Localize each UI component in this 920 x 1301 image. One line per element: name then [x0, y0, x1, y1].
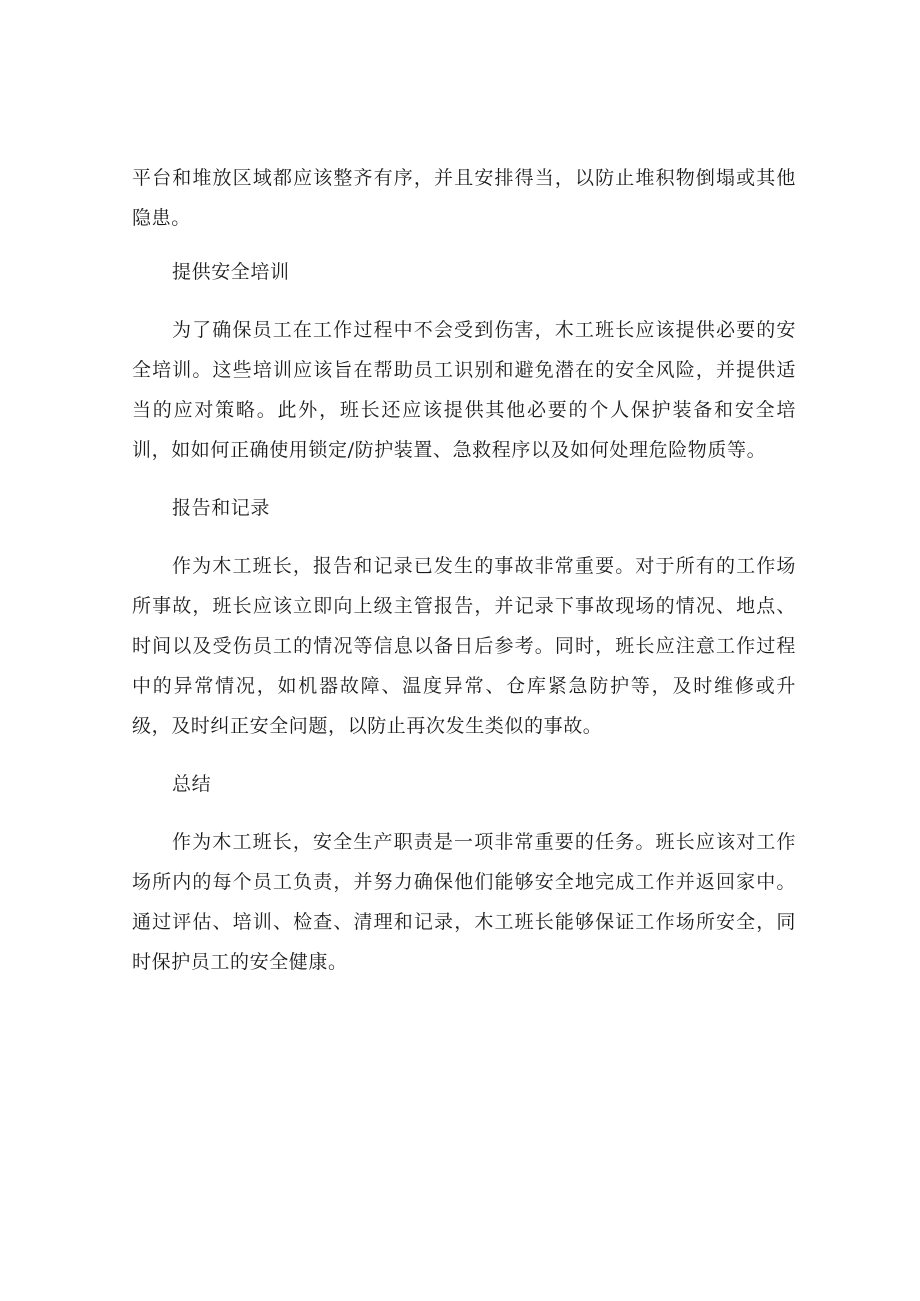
paragraph-safety-training: 为了确保员工在工作过程中不会受到伤害，木工班长应该提供必要的安全培训。这些培训应该旨在帮助员工识别和避免潜在的安全风险，并提供适当的应对策略。此外，班长还应该提供其他必要的个人保护装备和安全培训，如如何正确使用锁定/防护装置、急救程序以及如何处理危险物质等。	[132, 319, 796, 461]
paragraph-summary: 作为木工班长，安全生产职责是一项非常重要的任务。班长应该对工作场所内的每个员工负责，并努力确保他们能够安全地完成工作并返回家中。通过评估、培训、检查、清理和记录，木工班长能够保证工作场所安全，同时保护员工的安全健康。	[132, 831, 796, 973]
section-heading-report-record: 报告和记录	[172, 497, 271, 519]
section-heading-safety-training: 提供安全培训	[172, 261, 290, 283]
paragraph-report-record: 作为木工班长，报告和记录已发生的事故非常重要。对于所有的工作场所事故，班长应该立即向上级主管报告，并记录下事故现场的情况、地点、时间以及受伤员工的情况等信息以备日后参考。同时，班长应注意工作过程中的异常情况，如机器故障、温度异常、仓库紧急防护等，及时维修或升级，及时纠正安全问题，以防止再次发生类似的事故。	[132, 555, 796, 737]
section-heading-summary: 总结	[172, 773, 212, 795]
paragraph-continued: 平台和堆放区域都应该整齐有序，并且安排得当，以防止堆积物倒塌或其他隐患。	[132, 167, 796, 229]
document-page	[132, 158, 796, 982]
